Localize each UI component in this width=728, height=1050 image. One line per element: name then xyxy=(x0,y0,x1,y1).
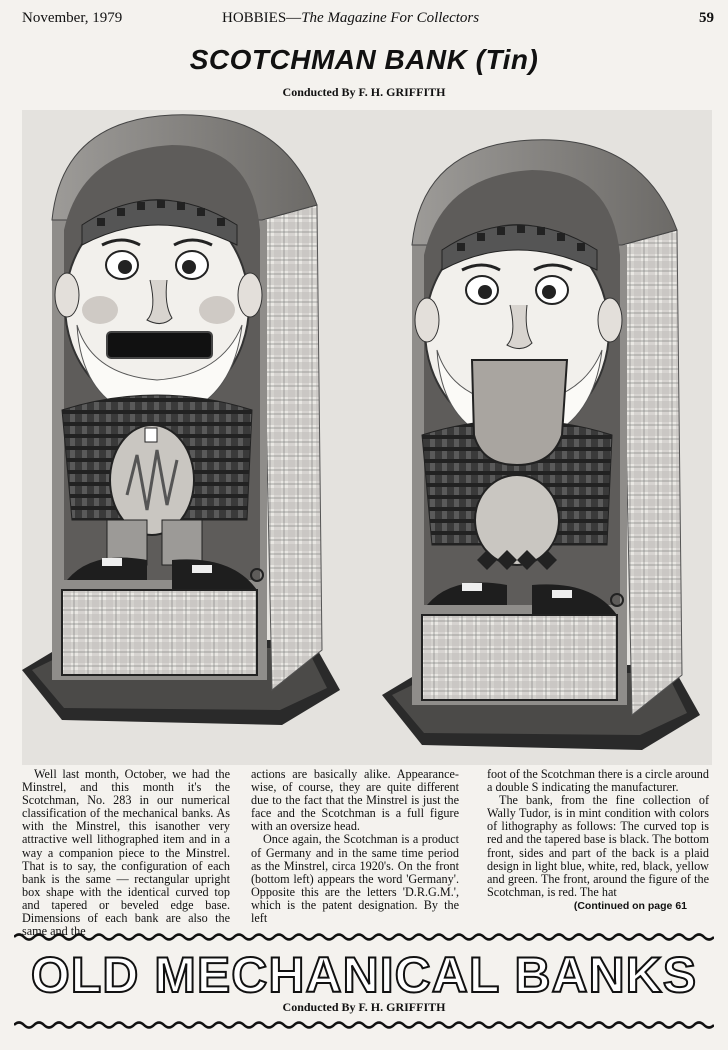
running-header xyxy=(22,10,714,30)
wavy-rule-bottom xyxy=(14,1020,714,1030)
section-byline: Conducted By F. H. GRIFFITH xyxy=(282,1000,446,1014)
article-title: SCOTCHMAN BANK (Tin) xyxy=(189,44,539,75)
wavy-rule-top xyxy=(14,932,714,942)
text-column-3 xyxy=(487,768,709,913)
magazine-name xyxy=(222,10,479,27)
issue-date: November, 1979 xyxy=(22,10,123,26)
magazine-title: HOBBIES— xyxy=(222,10,302,26)
text-column-1 xyxy=(22,768,230,938)
paragraph: actions are basically alike. Appearance-wise, of course, they are quite different due to the fact that the Minstrel is just the face and the Scotchman is a full figure with an oversize head. xyxy=(251,767,459,834)
section-banner: OLD MECHANICAL BANKS xyxy=(30,947,698,1003)
paragraph: The bank, from the fine collection of Wally Tudor, is in mint condition with colors of lithography as follows: The curved top is red and the tapered base is black. The bottom front, sides and part of the back is a plaid design in light blue, white, red, black, yellow and green. The front, around the figure of the Scotchman, is red. The hat xyxy=(487,793,709,899)
paragraph: foot of the Scotchman there is a circle around a double S indicating the manufacturer. xyxy=(487,767,709,795)
continued-note: (Continued on page 61 xyxy=(573,899,687,912)
page-number: 59 xyxy=(699,10,714,26)
bank-photograph xyxy=(22,110,712,765)
article-byline: Conducted By F. H. GRIFFITH xyxy=(282,85,446,99)
magazine-subtitle: The Magazine For Collectors xyxy=(301,10,480,26)
left-bank-illustration xyxy=(22,115,340,725)
paragraph: Well last month, October, we had the Minstrel, and this month it's the Scotchman, No. 283 in our numerical classification of the mechanical banks. As with the Minstrel, this isanother very attractive well lithographed item and in a way a companion piece to the Minstrel. That is to say, the configuration of each bank is the same — rectangular upright box shape with the identical curved top and tapered or beveled edge base. Dimensions of each bank are also the same and the xyxy=(22,767,230,939)
right-bank-illustration xyxy=(382,140,700,750)
text-column-2 xyxy=(251,768,459,925)
paragraph: Once again, the Scotchman is a product of Germany and in the same time period as the Minstrel, circa 1920's. On the front (bottom left) appears the word 'Germany'. Opposite this are the letters 'D.R.G.M.', which is the patent designation. By the left xyxy=(251,832,459,926)
